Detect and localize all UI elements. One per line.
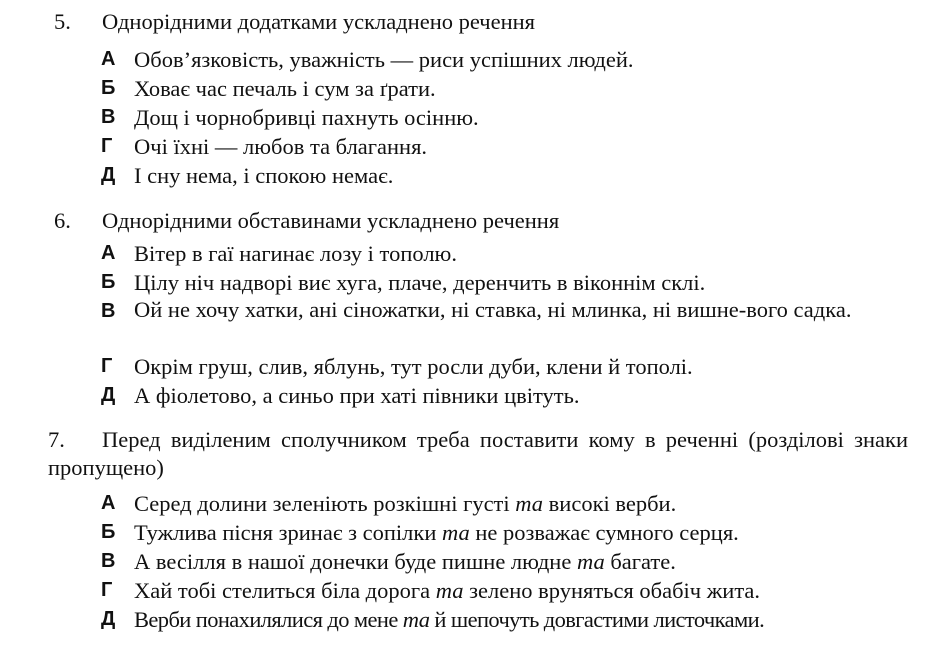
option-text: Обов’язковість, уважність — риси успішних людей.	[134, 47, 634, 72]
highlighted-conjunction: та	[435, 578, 464, 603]
option-text-after: й шепочуть довгастими листочками.	[429, 607, 765, 632]
option-b[interactable]	[0, 73, 940, 104]
option-text: Цілу ніч надворі виє хуга, плаче, деренчить в віконнім склі.	[134, 270, 706, 295]
option-letter: А	[101, 48, 116, 70]
option-text	[134, 604, 764, 635]
option-letter: Г	[101, 579, 113, 601]
option-h[interactable]	[0, 131, 940, 162]
option-letter: В	[101, 550, 116, 572]
question-stem	[48, 426, 908, 482]
option-text: І сну нема, і спокою немає.	[134, 163, 394, 188]
option-text	[134, 575, 760, 606]
option-text-after: багате.	[604, 549, 676, 574]
option-text-before: А весілля в нашої донечки буде пишне людне	[134, 549, 577, 574]
option-text: Окрім груш, слив, яблунь, тут росли дуби, клени й тополі.	[134, 354, 693, 379]
option-letter: Д	[101, 608, 116, 630]
option-b[interactable]	[0, 267, 940, 298]
option-h[interactable]	[0, 351, 940, 382]
question-stem-text: Перед виділеним сполучником треба поставити кому в реченні (розділові знаки пропущено)	[48, 427, 908, 480]
option-v[interactable]	[0, 296, 940, 354]
option-letter: Д	[101, 164, 116, 186]
question-number: 5.	[54, 9, 71, 34]
option-a[interactable]	[0, 488, 940, 519]
option-text	[134, 517, 739, 548]
option-d[interactable]	[0, 380, 940, 411]
option-letter: Б	[101, 521, 116, 543]
option-letter: Г	[101, 135, 113, 157]
option-v[interactable]	[0, 102, 940, 133]
highlighted-conjunction: та	[576, 549, 605, 574]
highlighted-conjunction: та	[441, 520, 470, 545]
question-number: 7.	[48, 427, 65, 452]
option-text-before: Верби понахилялися до мене	[134, 607, 403, 632]
question-header	[0, 6, 940, 37]
option-text: Вітер в гаї нагинає лозу і тополю.	[134, 241, 457, 266]
option-text: Дощ і чорнобривці пахнуть осінню.	[134, 105, 479, 130]
option-letter: А	[101, 492, 116, 514]
option-letter: В	[101, 106, 116, 128]
highlighted-conjunction: та	[402, 607, 430, 632]
option-text: Очі їхні — любов та благання.	[134, 134, 428, 159]
option-letter: Б	[101, 77, 116, 99]
option-text: Ховає час печаль і сум за ґрати.	[134, 76, 436, 101]
option-d[interactable]	[0, 604, 940, 635]
option-d[interactable]	[0, 160, 940, 191]
question-stem: Однорідними додатками ускладнено речення	[102, 9, 536, 34]
option-text-after: високі верби.	[543, 491, 677, 516]
question-header	[0, 426, 940, 486]
option-text: А фіолетово, а синьо при хаті півники цвітуть.	[134, 383, 580, 408]
option-text	[134, 546, 676, 577]
question-7	[0, 426, 940, 632]
option-v[interactable]	[0, 546, 940, 577]
question-5	[0, 6, 940, 188]
option-text-before: Хай тобі стелиться біла дорога	[134, 578, 436, 603]
option-text-after: не розважає сумного серця.	[469, 520, 739, 545]
option-letter: В	[101, 300, 116, 322]
option-letter: А	[101, 242, 116, 264]
option-letter: Г	[101, 355, 113, 377]
option-a[interactable]	[0, 44, 940, 75]
question-header	[0, 205, 940, 236]
option-letter: Д	[101, 384, 116, 406]
question-6	[0, 205, 940, 408]
option-text	[134, 488, 676, 519]
option-b[interactable]	[0, 517, 940, 548]
option-text: Ой не хочу хатки, ані сіножатки, ні ставка, ні млинка, ні вишне-вого садка.	[134, 297, 852, 322]
option-text-before: Серед долини зеленіють розкішні густі	[134, 491, 516, 516]
option-a[interactable]	[0, 238, 940, 269]
question-number: 6.	[54, 208, 71, 233]
option-letter: Б	[101, 271, 116, 293]
option-text-after: зелено вруняться обабіч жита.	[463, 578, 761, 603]
option-text-before: Тужлива пісня зринає з сопілки	[134, 520, 442, 545]
question-stem: Однорідними обставинами ускладнено речення	[102, 208, 560, 233]
highlighted-conjunction: та	[515, 491, 544, 516]
option-h[interactable]	[0, 575, 940, 606]
